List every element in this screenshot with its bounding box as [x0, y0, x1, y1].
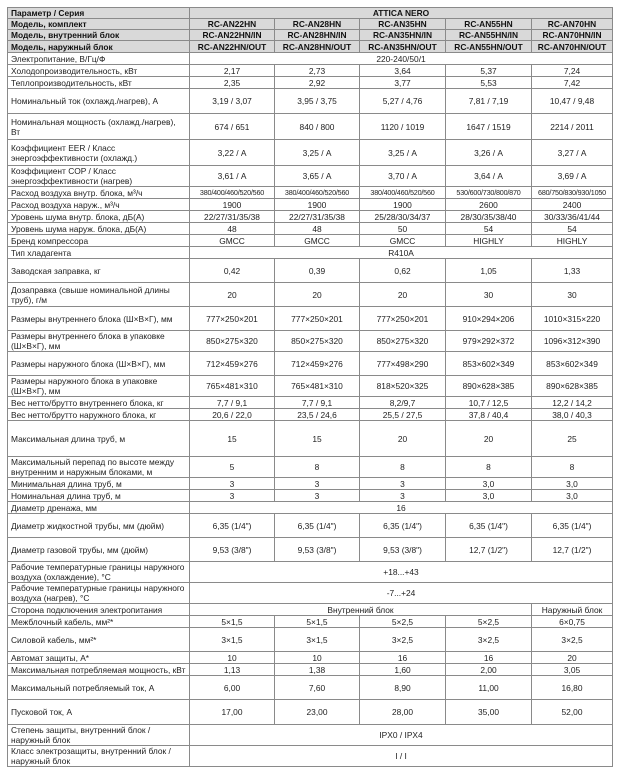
param-label-cell: Уровень шума наруж. блока, дБ(А)	[8, 223, 190, 235]
value-cell: 3,05	[532, 664, 613, 676]
value-cell: 9,53 (3/8")	[190, 538, 275, 562]
value-cell: 3,0	[446, 490, 532, 502]
model-value-cell: RC-AN22HN	[190, 19, 275, 30]
value-cell: 840 / 800	[275, 114, 360, 140]
param-label-cell: Коэффициент COP / Класс энергоэффективности (нагрев)	[8, 166, 190, 187]
spec-row	[8, 604, 613, 616]
value-cell: GMCC	[275, 235, 360, 247]
value-cell: 7,24	[532, 65, 613, 77]
value-cell: 54	[532, 223, 613, 235]
value-cell: 6×0,75	[532, 616, 613, 628]
value-cell: 3×2,5	[360, 628, 446, 652]
spec-row	[8, 676, 613, 700]
spec-row	[8, 352, 613, 376]
param-label-cell: Диаметр жидкостной трубы, мм (дюйм)	[8, 514, 190, 538]
param-label-cell: Максимальный потребляемый ток, А	[8, 676, 190, 700]
param-label-cell: Электропитание, В/Гц/Ф	[8, 53, 190, 65]
spec-row	[8, 700, 613, 725]
param-label-cell: Заводская заправка, кг	[8, 259, 190, 283]
value-cell: 777×250×201	[360, 307, 446, 331]
value-cell: 3,22 / А	[190, 140, 275, 166]
value-cell: 3,25 / А	[275, 140, 360, 166]
value-cell: 765×481×310	[190, 376, 275, 397]
value-cell: 2214 / 2011	[532, 114, 613, 140]
value-cell: 3,0	[446, 478, 532, 490]
value-cell: 777×498×290	[360, 352, 446, 376]
param-label-cell: Пусковой ток, А	[8, 700, 190, 725]
value-cell: 25/28/30/34/37	[360, 211, 446, 223]
merged-value-cell: +18...+43	[190, 562, 613, 583]
value-cell: 16,80	[532, 676, 613, 700]
param-label-cell: Диаметр газовой трубы, мм (дюйм)	[8, 538, 190, 562]
header-row-series	[8, 8, 613, 19]
spec-row	[8, 514, 613, 538]
value-cell: 7,42	[532, 77, 613, 89]
value-cell: 890×628×385	[446, 376, 532, 397]
value-cell: 25,5 / 27,5	[360, 409, 446, 421]
value-cell: 0,42	[190, 259, 275, 283]
value-cell: 5	[190, 457, 275, 478]
value-cell: 28,00	[360, 700, 446, 725]
value-cell: 16	[446, 652, 532, 664]
value-cell: 20	[532, 652, 613, 664]
value-cell: 9,53 (3/8")	[360, 538, 446, 562]
spec-table	[7, 7, 613, 767]
spec-row	[8, 307, 613, 331]
spec-row	[8, 538, 613, 562]
value-cell: 777×250×201	[190, 307, 275, 331]
spec-row	[8, 77, 613, 89]
value-cell: 8	[532, 457, 613, 478]
value-cell: 3	[275, 478, 360, 490]
value-cell: 3,19 / 3,07	[190, 89, 275, 114]
value-cell: 50	[360, 223, 446, 235]
value-cell: HIGHLY	[446, 235, 532, 247]
merged-value-cell: Внутренний блок	[190, 604, 532, 616]
value-cell: 3	[360, 490, 446, 502]
value-cell: 850×275×320	[275, 331, 360, 352]
value-cell: 712×459×276	[190, 352, 275, 376]
spec-row	[8, 628, 613, 652]
value-cell: 1,60	[360, 664, 446, 676]
value-cell: GMCC	[190, 235, 275, 247]
value-cell: 7,81 / 7,19	[446, 89, 532, 114]
value-cell: 1,13	[190, 664, 275, 676]
value-cell: 12,7 (1/2")	[446, 538, 532, 562]
spec-row	[8, 223, 613, 235]
param-label-cell: Максимальный перепад по высоте между внутренним и наружным блоками, м	[8, 457, 190, 478]
param-label-cell: Номинальная длина труб, м	[8, 490, 190, 502]
value-cell: 10,47 / 9,48	[532, 89, 613, 114]
value-cell: 25	[532, 421, 613, 457]
spec-row	[8, 397, 613, 409]
param-label-cell: Вес нетто/брутто внутреннего блока, кг	[8, 397, 190, 409]
param-label-cell: Бренд компрессора	[8, 235, 190, 247]
value-cell: 5×2,5	[446, 616, 532, 628]
value-cell: 5,37	[446, 65, 532, 77]
value-cell: 853×602×349	[446, 352, 532, 376]
value-cell: 3,64	[360, 65, 446, 77]
model-value-cell: RC-AN28HN/IN	[275, 30, 360, 41]
param-label-cell: Расход воздуха внутр. блока, м³/ч	[8, 187, 190, 199]
value-cell: 1,33	[532, 259, 613, 283]
value-cell: 3	[190, 490, 275, 502]
value-cell: 680/750/830/930/1050	[532, 187, 613, 199]
value-cell: 674 / 651	[190, 114, 275, 140]
value-cell: 3,0	[532, 478, 613, 490]
spec-row	[8, 490, 613, 502]
param-label-cell: Автомат защиты, А*	[8, 652, 190, 664]
param-label-cell: Уровень шума внутр. блока, дБ(А)	[8, 211, 190, 223]
value-cell: 530/600/730/800/870	[446, 187, 532, 199]
spec-row	[8, 478, 613, 490]
value-cell: 8	[446, 457, 532, 478]
value-cell: 0,39	[275, 259, 360, 283]
value-cell: 5×1,5	[275, 616, 360, 628]
param-label-cell: Максимальная длина труб, м	[8, 421, 190, 457]
model-label-cell: Модель, комплект	[8, 19, 190, 30]
spec-row	[8, 211, 613, 223]
param-label-cell: Размеры внутреннего блока (Ш×В×Г), мм	[8, 307, 190, 331]
value-cell: 3	[275, 490, 360, 502]
value-cell: 8	[360, 457, 446, 478]
merged-value-cell: I / I	[190, 746, 613, 767]
value-cell: 6,00	[190, 676, 275, 700]
value-cell: 12,7 (1/2")	[532, 538, 613, 562]
merged-value-cell: -7...+24	[190, 583, 613, 604]
value-cell: 8,2/9,7	[360, 397, 446, 409]
value-cell: 20	[360, 283, 446, 307]
value-cell: 20,6 / 22,0	[190, 409, 275, 421]
param-label-cell: Силовой кабель, мм²*	[8, 628, 190, 652]
spec-row	[8, 616, 613, 628]
spec-row	[8, 114, 613, 140]
model-value-cell: RC-AN35HN/IN	[360, 30, 446, 41]
model-value-cell: RC-AN35HN/OUT	[360, 41, 446, 53]
value-cell: 5,53	[446, 77, 532, 89]
spec-row	[8, 746, 613, 767]
spec-row	[8, 53, 613, 65]
value-cell: 380/400/460/520/560	[360, 187, 446, 199]
value-cell: 23,00	[275, 700, 360, 725]
value-cell: 20	[190, 283, 275, 307]
value-cell: 3,69 / А	[532, 166, 613, 187]
spec-row	[8, 457, 613, 478]
value-cell: 12,2 / 14,2	[532, 397, 613, 409]
param-label-cell: Размеры внутреннего блока в упаковке (Ш×В×Г), мм	[8, 331, 190, 352]
value-cell: 1900	[360, 199, 446, 211]
value-cell: HIGHLY	[532, 235, 613, 247]
value-cell: 2,35	[190, 77, 275, 89]
spec-row	[8, 725, 613, 746]
value-cell: 979×292×372	[446, 331, 532, 352]
spec-row	[8, 259, 613, 283]
value-cell: 3,64 / А	[446, 166, 532, 187]
value-cell: 712×459×276	[275, 352, 360, 376]
param-header-cell: Параметр / Серия	[8, 8, 190, 19]
value-cell: 1900	[275, 199, 360, 211]
value-cell: 0,62	[360, 259, 446, 283]
param-label-cell: Максимальная потребляемая мощность, кВт	[8, 664, 190, 676]
value-cell: 3,26 / А	[446, 140, 532, 166]
value-cell: 1,38	[275, 664, 360, 676]
value-cell: 9,53 (3/8")	[275, 538, 360, 562]
value-cell: 15	[275, 421, 360, 457]
param-label-cell: Размеры наружного блока в упаковке (Ш×В×Г), мм	[8, 376, 190, 397]
value-cell: 3,0	[532, 490, 613, 502]
value-cell: 3×1,5	[275, 628, 360, 652]
value-cell: GMCC	[360, 235, 446, 247]
value-cell: 3	[190, 478, 275, 490]
param-label-cell: Коэффициент EER / Класс энергоэффективности (охлажд.)	[8, 140, 190, 166]
model-value-cell: RC-AN28HN	[275, 19, 360, 30]
value-cell: 5×1,5	[190, 616, 275, 628]
spec-row	[8, 65, 613, 77]
value-cell: Наружный блок	[532, 604, 613, 616]
value-cell: 54	[446, 223, 532, 235]
spec-row	[8, 283, 613, 307]
model-value-cell: RC-AN55HN	[446, 19, 532, 30]
model-value-cell: RC-AN55HN/IN	[446, 30, 532, 41]
value-cell: 3×2,5	[446, 628, 532, 652]
value-cell: 5,27 / 4,76	[360, 89, 446, 114]
spec-row	[8, 583, 613, 604]
value-cell: 3	[360, 478, 446, 490]
value-cell: 6,35 (1/4")	[360, 514, 446, 538]
model-label-cell: Модель, наружный блок	[8, 41, 190, 53]
param-label-cell: Размеры наружного блока (Ш×В×Г), мм	[8, 352, 190, 376]
model-label-cell: Модель, внутренний блок	[8, 30, 190, 41]
spec-row	[8, 664, 613, 676]
param-label-cell: Сторона подключения электропитания	[8, 604, 190, 616]
value-cell: 1,05	[446, 259, 532, 283]
value-cell: 3,25 / А	[360, 140, 446, 166]
spec-row	[8, 562, 613, 583]
value-cell: 6,35 (1/4")	[446, 514, 532, 538]
param-label-cell: Минимальная длина труб, м	[8, 478, 190, 490]
spec-row	[8, 502, 613, 514]
merged-value-cell: R410A	[190, 247, 613, 259]
header-row-model	[8, 30, 613, 41]
value-cell: 818×520×325	[360, 376, 446, 397]
value-cell: 3,61 / А	[190, 166, 275, 187]
value-cell: 20	[446, 421, 532, 457]
merged-value-cell: 220-240/50/1	[190, 53, 613, 65]
model-value-cell: RC-AN70HN/IN	[532, 30, 613, 41]
param-label-cell: Межблочный кабель, мм²*	[8, 616, 190, 628]
value-cell: 765×481×310	[275, 376, 360, 397]
param-label-cell: Рабочие температурные границы наружного воздуха (нагрев), °С	[8, 583, 190, 604]
value-cell: 380/400/460/520/560	[275, 187, 360, 199]
value-cell: 8,90	[360, 676, 446, 700]
value-cell: 10,7 / 12,5	[446, 397, 532, 409]
value-cell: 30/33/36/41/44	[532, 211, 613, 223]
value-cell: 1900	[190, 199, 275, 211]
header-row-model	[8, 41, 613, 53]
spec-row	[8, 187, 613, 199]
value-cell: 30	[446, 283, 532, 307]
param-label-cell: Холодопроизводительность, кВт	[8, 65, 190, 77]
value-cell: 3×2,5	[532, 628, 613, 652]
value-cell: 3,77	[360, 77, 446, 89]
value-cell: 2,92	[275, 77, 360, 89]
header-row-model	[8, 19, 613, 30]
merged-value-cell: 16	[190, 502, 613, 514]
value-cell: 3,70 / А	[360, 166, 446, 187]
value-cell: 777×250×201	[275, 307, 360, 331]
value-cell: 7,7 / 9,1	[190, 397, 275, 409]
param-label-cell: Дозаправка (свыше номинальной длины труб), г/м	[8, 283, 190, 307]
spec-row	[8, 166, 613, 187]
value-cell: 15	[190, 421, 275, 457]
model-value-cell: RC-AN55HN/OUT	[446, 41, 532, 53]
model-value-cell: RC-AN22HN/OUT	[190, 41, 275, 53]
value-cell: 38,0 / 40,3	[532, 409, 613, 421]
value-cell: 2400	[532, 199, 613, 211]
value-cell: 1010×315×220	[532, 307, 613, 331]
param-label-cell: Вес нетто/брутто наружного блока, кг	[8, 409, 190, 421]
value-cell: 28/30/35/38/40	[446, 211, 532, 223]
spec-row	[8, 409, 613, 421]
param-label-cell: Тип хладагента	[8, 247, 190, 259]
value-cell: 48	[190, 223, 275, 235]
param-label-cell: Теплопроизводительность, кВт	[8, 77, 190, 89]
spec-row	[8, 421, 613, 457]
value-cell: 8	[275, 457, 360, 478]
spec-row	[8, 247, 613, 259]
value-cell: 11,00	[446, 676, 532, 700]
value-cell: 30	[532, 283, 613, 307]
value-cell: 5×2,5	[360, 616, 446, 628]
value-cell: 16	[360, 652, 446, 664]
value-cell: 35,00	[446, 700, 532, 725]
value-cell: 6,35 (1/4")	[532, 514, 613, 538]
value-cell: 20	[360, 421, 446, 457]
value-cell: 3,27 / А	[532, 140, 613, 166]
value-cell: 2,17	[190, 65, 275, 77]
value-cell: 48	[275, 223, 360, 235]
value-cell: 850×275×320	[190, 331, 275, 352]
value-cell: 22/27/31/35/38	[275, 211, 360, 223]
spec-row	[8, 235, 613, 247]
spec-row	[8, 652, 613, 664]
value-cell: 3×1,5	[190, 628, 275, 652]
value-cell: 1120 / 1019	[360, 114, 446, 140]
value-cell: 2600	[446, 199, 532, 211]
value-cell: 1096×312×390	[532, 331, 613, 352]
value-cell: 22/27/31/35/38	[190, 211, 275, 223]
value-cell: 6,35 (1/4")	[190, 514, 275, 538]
value-cell: 380/400/460/520/560	[190, 187, 275, 199]
value-cell: 52,00	[532, 700, 613, 725]
value-cell: 10	[190, 652, 275, 664]
model-value-cell: RC-AN70HN/OUT	[532, 41, 613, 53]
value-cell: 6,35 (1/4")	[275, 514, 360, 538]
value-cell: 7,7 / 9,1	[275, 397, 360, 409]
value-cell: 890×628×385	[532, 376, 613, 397]
param-label-cell: Класс электрозащиты, внутренний блок / наружный блок	[8, 746, 190, 767]
param-label-cell: Номинальный ток (охлажд./нагрев), А	[8, 89, 190, 114]
model-value-cell: RC-AN22HN/IN	[190, 30, 275, 41]
spec-table-body	[8, 8, 613, 767]
value-cell: 37,8 / 40,4	[446, 409, 532, 421]
value-cell: 853×602×349	[532, 352, 613, 376]
param-label-cell: Степень защиты, внутренний блок / наружный блок	[8, 725, 190, 746]
value-cell: 7,60	[275, 676, 360, 700]
model-value-cell: RC-AN70HN	[532, 19, 613, 30]
param-label-cell: Диаметр дренажа, мм	[8, 502, 190, 514]
value-cell: 3,95 / 3,75	[275, 89, 360, 114]
value-cell: 17,00	[190, 700, 275, 725]
spec-row	[8, 199, 613, 211]
param-label-cell: Номинальная мощность (охлажд./нагрев), Вт	[8, 114, 190, 140]
value-cell: 20	[275, 283, 360, 307]
spec-row	[8, 140, 613, 166]
merged-value-cell: IPX0 / IPX4	[190, 725, 613, 746]
value-cell: 850×275×320	[360, 331, 446, 352]
series-header-cell: ATTICA NERO	[190, 8, 613, 19]
value-cell: 1647 / 1519	[446, 114, 532, 140]
param-label-cell: Рабочие температурные границы наружного воздуха (охлаждение), °С	[8, 562, 190, 583]
value-cell: 3,65 / А	[275, 166, 360, 187]
spec-row	[8, 331, 613, 352]
value-cell: 910×294×206	[446, 307, 532, 331]
value-cell: 2,00	[446, 664, 532, 676]
model-value-cell: RC-AN35HN	[360, 19, 446, 30]
value-cell: 2,73	[275, 65, 360, 77]
spec-row	[8, 89, 613, 114]
model-value-cell: RC-AN28HN/OUT	[275, 41, 360, 53]
value-cell: 23,5 / 24,6	[275, 409, 360, 421]
value-cell: 10	[275, 652, 360, 664]
spec-row	[8, 376, 613, 397]
param-label-cell: Расход воздуха наруж., м³/ч	[8, 199, 190, 211]
